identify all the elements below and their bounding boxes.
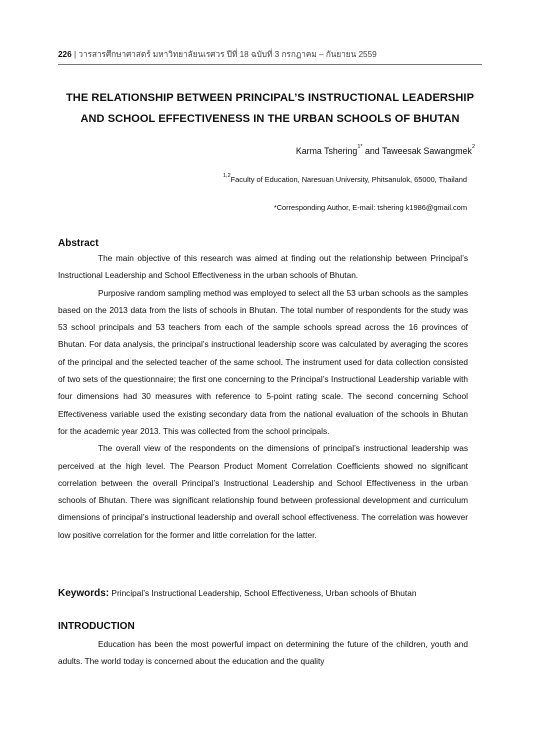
abstract-paragraph-2: Purposive random sampling method was employed to select all the 53 urban schools as the samples based on the 2013 data from the lists of schools in Bhutan. The total number of respondents for the study was 53 school principals and 53 teachers from each of the sample schools spread across the 16 provinces of Bhutan. For data analysis, the principal’s instructional leadership score was calculated by averaging the scores of the principal and the selected teacher of the same school. The instrument used for data collection consisted of two sets of the questionnaire; the first one concerning to the Principal’s Instructional Leadership variable with four dimensions had 30 measures with reference to 5-point rating scale. The second concerning School Effectiveness variable used the existing secondary data from the national evaluation of the schools in Bhutan for the academic year 2013. This was collected from the school principals. bbox=[58, 287, 468, 436]
author-1: Karma Tshering bbox=[295, 146, 358, 156]
title-line-1: THE RELATIONSHIP BETWEEN PRINCIPAL’S INSTRUCTIONAL LEADERSHIP bbox=[65, 92, 475, 104]
author-2-superscript: 2 bbox=[471, 144, 475, 150]
author-2: Taweesak Sawangmek bbox=[381, 146, 472, 156]
page-number: 226 bbox=[58, 50, 72, 59]
introduction-paragraph: Education has been the most powerful impact on determining the future of the children, youth and adults. The world today is concerned about the education and the quality bbox=[58, 639, 468, 667]
affiliation-text: Faculty of Education, Naresuan University, Phitsanulok, 65000, Thailand bbox=[230, 175, 467, 184]
affiliation bbox=[223, 175, 467, 184]
keywords-label: Keywords: bbox=[58, 588, 110, 599]
header-separator: | bbox=[73, 50, 77, 59]
author-1-superscript: 1* bbox=[357, 144, 363, 150]
author-conjunction: and bbox=[362, 146, 382, 156]
header-rule bbox=[58, 64, 482, 65]
keywords bbox=[58, 588, 416, 599]
author-line bbox=[296, 146, 475, 156]
journal-name: วารสารศึกษาศาสตร์ มหาวิทยาลัยนเรศวร ปีที่ 18 ฉบับที่ 3 กรกฎาคม – กันยายน 2559 bbox=[78, 50, 377, 59]
paper-title bbox=[40, 88, 500, 130]
abstract-heading: Abstract bbox=[58, 238, 99, 249]
abstract-paragraph-3: The overall view of the respondents on the dimensions of principal’s instructional leadership was perceived at the high level. The Pearson Product Moment Correlation Coefficients showed no significant correlation between the overall Principal’s Instructional Leadership and School Effectiveness in the urban schools of Bhutan. There was significant relationship found between professional development and curriculum dimensions of principal’s instructional leadership and overall school effectiveness. The correlation was however low positive correlation for the former and little correlation for the latter. bbox=[58, 443, 468, 540]
introduction-heading: INTRODUCTION bbox=[58, 621, 135, 632]
abstract-paragraph-1: The main objective of this research was aimed at finding out the relationship between Principal’s Instructional Leadership and School Effectiveness in the urban schools of Bhutan. bbox=[58, 253, 468, 281]
keywords-text: Principal’s Instructional Leadership, School Effectiveness, Urban schools of Bhutan bbox=[109, 588, 417, 598]
abstract-body bbox=[58, 250, 468, 544]
running-header bbox=[58, 48, 377, 61]
title-line-2: AND SCHOOL EFFECTIVENESS IN THE URBAN SCHOOLS OF BHUTAN bbox=[80, 113, 460, 125]
introduction-body bbox=[58, 636, 468, 671]
affiliation-superscript: 1,2 bbox=[222, 173, 231, 179]
corresponding-author: *Corresponding Author, E-mail: tshering k1986@gmail.com bbox=[273, 203, 467, 212]
